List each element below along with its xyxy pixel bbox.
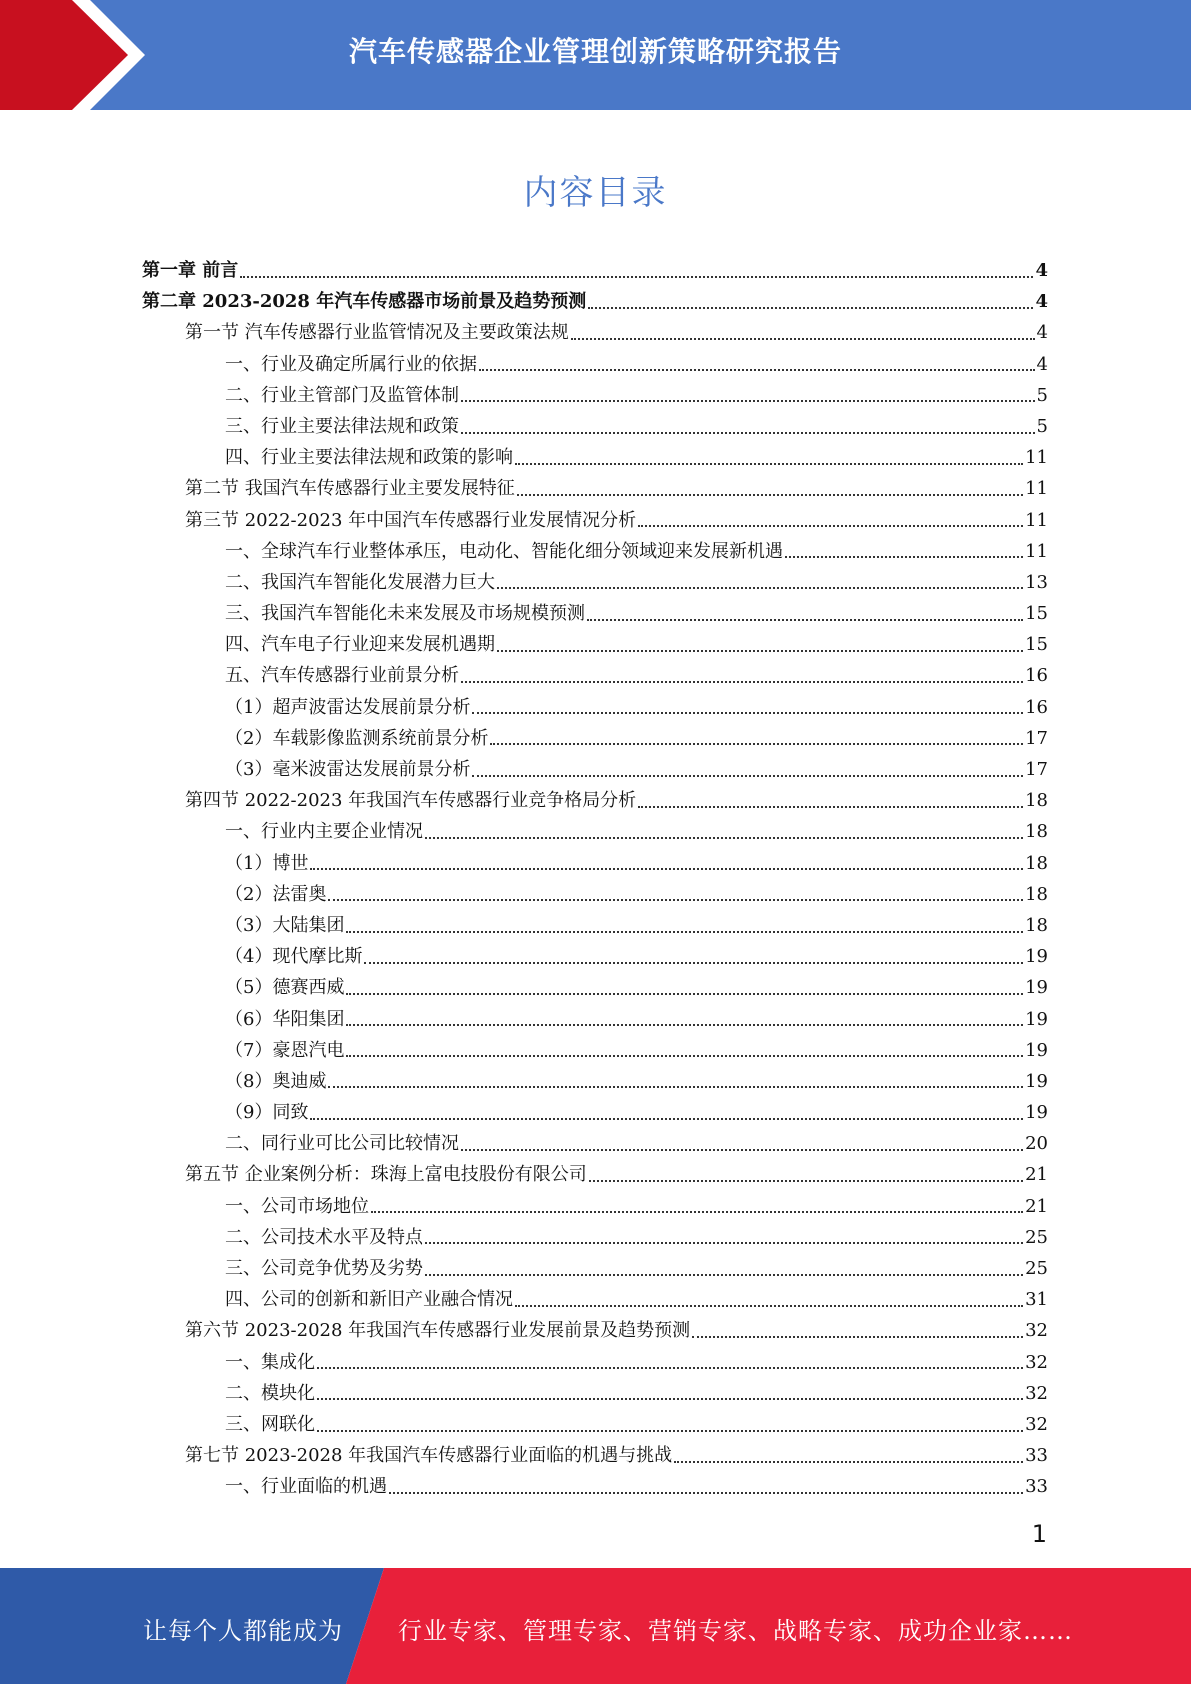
toc-entry[interactable] xyxy=(142,972,1048,1003)
toc-entry[interactable] xyxy=(142,1440,1048,1471)
toc-entry-title: （1）超声波雷达发展前景分析 xyxy=(225,696,471,718)
toc-entry-title: （3）大陆集团 xyxy=(225,914,345,936)
toc-dot-leader xyxy=(317,1430,1023,1432)
toc-entry-page: 32 xyxy=(1025,1320,1048,1342)
toc-entry-title: 三、我国汽车智能化未来发展及市场规模预测 xyxy=(225,603,585,625)
toc-dot-leader xyxy=(638,806,1023,808)
toc-entry[interactable] xyxy=(142,1159,1048,1190)
toc-entry-page: 18 xyxy=(1025,790,1048,812)
toc-entry-page: 4 xyxy=(1036,322,1048,344)
toc-dot-leader xyxy=(461,400,1035,402)
toc-entry-title: 二、模块化 xyxy=(225,1382,315,1404)
toc-entry-page: 18 xyxy=(1025,852,1048,874)
toc-dot-leader xyxy=(310,868,1023,870)
toc-dot-leader xyxy=(589,1180,1023,1182)
toc-dot-leader xyxy=(638,525,1023,527)
footer-band xyxy=(0,1568,1191,1684)
toc-dot-leader xyxy=(517,494,1023,496)
toc-entry[interactable] xyxy=(142,473,1048,504)
toc-entry[interactable] xyxy=(142,380,1048,411)
toc-dot-leader xyxy=(588,307,1033,309)
toc-dot-leader xyxy=(317,1398,1023,1400)
toc-entry-title: 一、全球汽车行业整体承压，电动化、智能化细分领域迎来发展新机遇 xyxy=(225,540,783,562)
toc-dot-leader xyxy=(346,931,1023,933)
toc-entry[interactable] xyxy=(142,660,1048,691)
toc-dot-leader xyxy=(371,1211,1023,1213)
toc-entry[interactable] xyxy=(142,317,1048,348)
toc-entry-title: （4）现代摩比斯 xyxy=(225,946,363,968)
toc-entry-title: 五、汽车传感器行业前景分析 xyxy=(225,665,459,687)
toc-dot-leader xyxy=(692,1336,1023,1338)
toc-entry[interactable] xyxy=(142,848,1048,879)
toc-entry-page: 33 xyxy=(1025,1445,1048,1467)
toc-dot-leader xyxy=(785,556,1023,558)
toc-entry-page: 4 xyxy=(1035,291,1048,313)
toc-dot-leader xyxy=(346,1055,1023,1057)
toc-entry[interactable] xyxy=(142,1097,1048,1128)
toc-entry-title: 二、行业主管部门及监管体制 xyxy=(225,384,459,406)
toc-entry-page: 17 xyxy=(1025,727,1048,749)
toc-entry[interactable] xyxy=(142,1253,1048,1284)
toc-dot-leader xyxy=(425,1274,1023,1276)
toc-dot-leader xyxy=(472,775,1023,777)
toc-entry-title: 一、集成化 xyxy=(225,1351,315,1373)
toc-entry-page: 19 xyxy=(1025,1008,1048,1030)
toc-entry-page: 17 xyxy=(1025,759,1048,780)
toc-dot-leader xyxy=(389,1492,1023,1494)
toc-entry-page: 4 xyxy=(1035,260,1048,281)
page-number: 1 xyxy=(1031,1520,1047,1548)
footer-slogan-right: 行业专家、管理专家、营销专家、战略专家、成功企业家…… xyxy=(398,1617,1073,1645)
toc-dot-leader xyxy=(364,962,1023,964)
toc-entry[interactable] xyxy=(142,1409,1048,1440)
toc-heading: 内容目录 xyxy=(523,173,668,213)
toc-dot-leader xyxy=(328,1086,1023,1088)
toc-entry[interactable] xyxy=(142,598,1048,629)
toc-dot-leader xyxy=(346,1024,1023,1026)
toc-entry-page: 32 xyxy=(1025,1351,1048,1373)
toc-entry-title: 四、汽车电子行业迎来发展机遇期 xyxy=(225,634,495,656)
toc-entry-page: 16 xyxy=(1025,696,1048,718)
toc-entry-title: 第七节 2023-2028 年我国汽车传感器行业面临的机遇与挑战 xyxy=(185,1445,673,1467)
toc-entry[interactable] xyxy=(142,785,1048,816)
toc-entry[interactable] xyxy=(142,1378,1048,1409)
toc-entry-title: 第三节 2022-2023 年中国汽车传感器行业发展情况分析 xyxy=(185,509,637,531)
toc-entry[interactable] xyxy=(142,941,1048,972)
toc-entry-page: 19 xyxy=(1025,1039,1048,1061)
toc-entry-title: 二、同行业可比公司比较情况 xyxy=(225,1133,459,1155)
toc-entry[interactable] xyxy=(142,536,1048,567)
toc-entry-page: 11 xyxy=(1025,509,1048,531)
toc-entry-title: 二、我国汽车智能化发展潜力巨大 xyxy=(225,571,495,593)
toc-entry[interactable] xyxy=(142,255,1048,286)
toc-dot-leader xyxy=(472,712,1023,714)
toc-dot-leader xyxy=(240,276,1033,278)
toc-entry[interactable] xyxy=(142,692,1048,723)
toc-entry[interactable] xyxy=(142,505,1048,536)
toc-entry-title: （9）同致 xyxy=(225,1102,309,1124)
toc-entry-title: 二、公司技术水平及特点 xyxy=(225,1226,423,1248)
toc-entry-title: 三、网联化 xyxy=(225,1413,315,1435)
toc-dot-leader xyxy=(479,369,1035,371)
toc-entry-title: 第四节 2022-2023 年我国汽车传感器行业竞争格局分析 xyxy=(185,790,637,812)
toc-entry[interactable] xyxy=(142,1066,1048,1097)
toc-dot-leader xyxy=(346,993,1023,995)
toc-dot-leader xyxy=(461,432,1035,434)
toc-entry-page: 11 xyxy=(1025,447,1048,469)
toc-entry[interactable] xyxy=(142,567,1048,598)
table-of-contents xyxy=(142,255,1048,1503)
toc-entry-page: 21 xyxy=(1025,1164,1048,1186)
report-title: 汽车传感器企业管理创新策略研究报告 xyxy=(348,35,842,68)
toc-entry-title: 第二章 2023-2028 年汽车传感器市场前景及趋势预测 xyxy=(142,291,587,313)
toc-entry-page: 18 xyxy=(1025,821,1048,843)
toc-entry-page: 16 xyxy=(1025,665,1048,687)
toc-entry[interactable] xyxy=(142,723,1048,754)
toc-entry-page: 31 xyxy=(1025,1289,1048,1311)
toc-entry[interactable] xyxy=(142,1004,1048,1035)
toc-entry-page: 19 xyxy=(1025,977,1048,999)
toc-entry-page: 33 xyxy=(1025,1476,1048,1498)
toc-entry-title: 四、公司的创新和新旧产业融合情况 xyxy=(225,1289,513,1311)
toc-entry-title: （3）毫米波雷达发展前景分析 xyxy=(225,759,471,780)
toc-entry[interactable] xyxy=(142,1315,1048,1346)
toc-entry[interactable] xyxy=(142,1471,1048,1502)
toc-entry[interactable] xyxy=(142,1222,1048,1253)
toc-entry-title: 第一章 前言 xyxy=(142,260,239,281)
toc-entry-page: 32 xyxy=(1025,1382,1048,1404)
toc-entry-title: 四、行业主要法律法规和政策的影响 xyxy=(225,447,513,469)
toc-entry[interactable] xyxy=(142,1191,1048,1222)
toc-entry-title: 第五节 企业案例分析：珠海上富电技股份有限公司 xyxy=(185,1164,587,1186)
toc-entry-page: 15 xyxy=(1025,634,1048,656)
toc-entry[interactable] xyxy=(142,442,1048,473)
toc-entry[interactable] xyxy=(142,629,1048,660)
toc-entry-page: 5 xyxy=(1036,384,1048,406)
toc-entry[interactable] xyxy=(142,910,1048,941)
toc-entry-page: 5 xyxy=(1036,415,1048,437)
toc-entry-title: 第六节 2023-2028 年我国汽车传感器行业发展前景及趋势预测 xyxy=(185,1320,691,1342)
toc-entry[interactable] xyxy=(142,1347,1048,1378)
toc-dot-leader xyxy=(515,1305,1023,1307)
toc-dot-leader xyxy=(461,681,1023,683)
toc-dot-leader xyxy=(310,1118,1023,1120)
toc-dot-leader xyxy=(461,1149,1023,1151)
toc-entry[interactable] xyxy=(142,1128,1048,1159)
toc-entry-title: （2）法雷奥 xyxy=(225,883,327,905)
toc-dot-leader xyxy=(425,1242,1023,1244)
toc-entry-page: 4 xyxy=(1036,353,1048,375)
toc-dot-leader xyxy=(515,463,1023,465)
header-band xyxy=(0,0,1191,110)
toc-entry-page: 11 xyxy=(1025,478,1048,500)
toc-entry[interactable] xyxy=(142,1284,1048,1315)
toc-dot-leader xyxy=(497,587,1023,589)
toc-entry-title: 第一节 汽车传感器行业监管情况及主要政策法规 xyxy=(185,322,569,344)
toc-entry-title: 一、行业及确定所属行业的依据 xyxy=(225,353,477,375)
toc-entry-page: 20 xyxy=(1025,1133,1048,1155)
toc-dot-leader xyxy=(571,338,1035,340)
toc-entry-page: 18 xyxy=(1025,883,1048,905)
toc-entry-page: 32 xyxy=(1025,1413,1048,1435)
toc-dot-leader xyxy=(425,837,1023,839)
toc-entry-page: 13 xyxy=(1025,571,1048,593)
toc-entry-page: 25 xyxy=(1025,1258,1048,1279)
toc-entry-title: （8）奥迪威 xyxy=(225,1070,327,1092)
toc-entry-page: 11 xyxy=(1025,540,1048,562)
toc-entry-page: 19 xyxy=(1025,946,1048,968)
toc-dot-leader xyxy=(317,1367,1023,1369)
toc-entry-title: 三、公司竞争优势及劣势 xyxy=(225,1258,423,1279)
toc-entry-title: （1）博世 xyxy=(225,852,309,874)
toc-entry-page: 19 xyxy=(1025,1102,1048,1124)
toc-entry-title: 一、行业面临的机遇 xyxy=(225,1476,387,1498)
footer-slogan-left: 让每个人都能成为 xyxy=(143,1617,343,1645)
toc-dot-leader xyxy=(674,1461,1023,1463)
toc-dot-leader xyxy=(490,743,1023,745)
toc-entry-title: （5）德赛西威 xyxy=(225,977,345,999)
toc-entry[interactable] xyxy=(142,349,1048,380)
toc-entry-title: 一、行业内主要企业情况 xyxy=(225,821,423,843)
toc-entry-title: （2）车载影像监测系统前景分析 xyxy=(225,727,489,749)
toc-entry[interactable] xyxy=(142,754,1048,785)
toc-entry-page: 15 xyxy=(1025,603,1048,625)
toc-entry-page: 18 xyxy=(1025,914,1048,936)
toc-dot-leader xyxy=(587,619,1023,621)
toc-entry-page: 21 xyxy=(1025,1195,1048,1217)
toc-entry-title: （6）华阳集团 xyxy=(225,1008,345,1030)
toc-entry-page: 25 xyxy=(1025,1226,1048,1248)
toc-entry[interactable] xyxy=(142,1035,1048,1066)
toc-entry[interactable] xyxy=(142,286,1048,317)
toc-entry[interactable] xyxy=(142,879,1048,910)
toc-entry[interactable] xyxy=(142,816,1048,847)
toc-dot-leader xyxy=(497,650,1023,652)
toc-dot-leader xyxy=(328,899,1023,901)
toc-entry-title: （7）豪恩汽电 xyxy=(225,1039,345,1061)
toc-entry[interactable] xyxy=(142,411,1048,442)
toc-entry-page: 19 xyxy=(1025,1070,1048,1092)
toc-entry-title: 三、行业主要法律法规和政策 xyxy=(225,415,459,437)
toc-entry-title: 一、公司市场地位 xyxy=(225,1195,369,1217)
toc-entry-title: 第二节 我国汽车传感器行业主要发展特征 xyxy=(185,478,515,500)
